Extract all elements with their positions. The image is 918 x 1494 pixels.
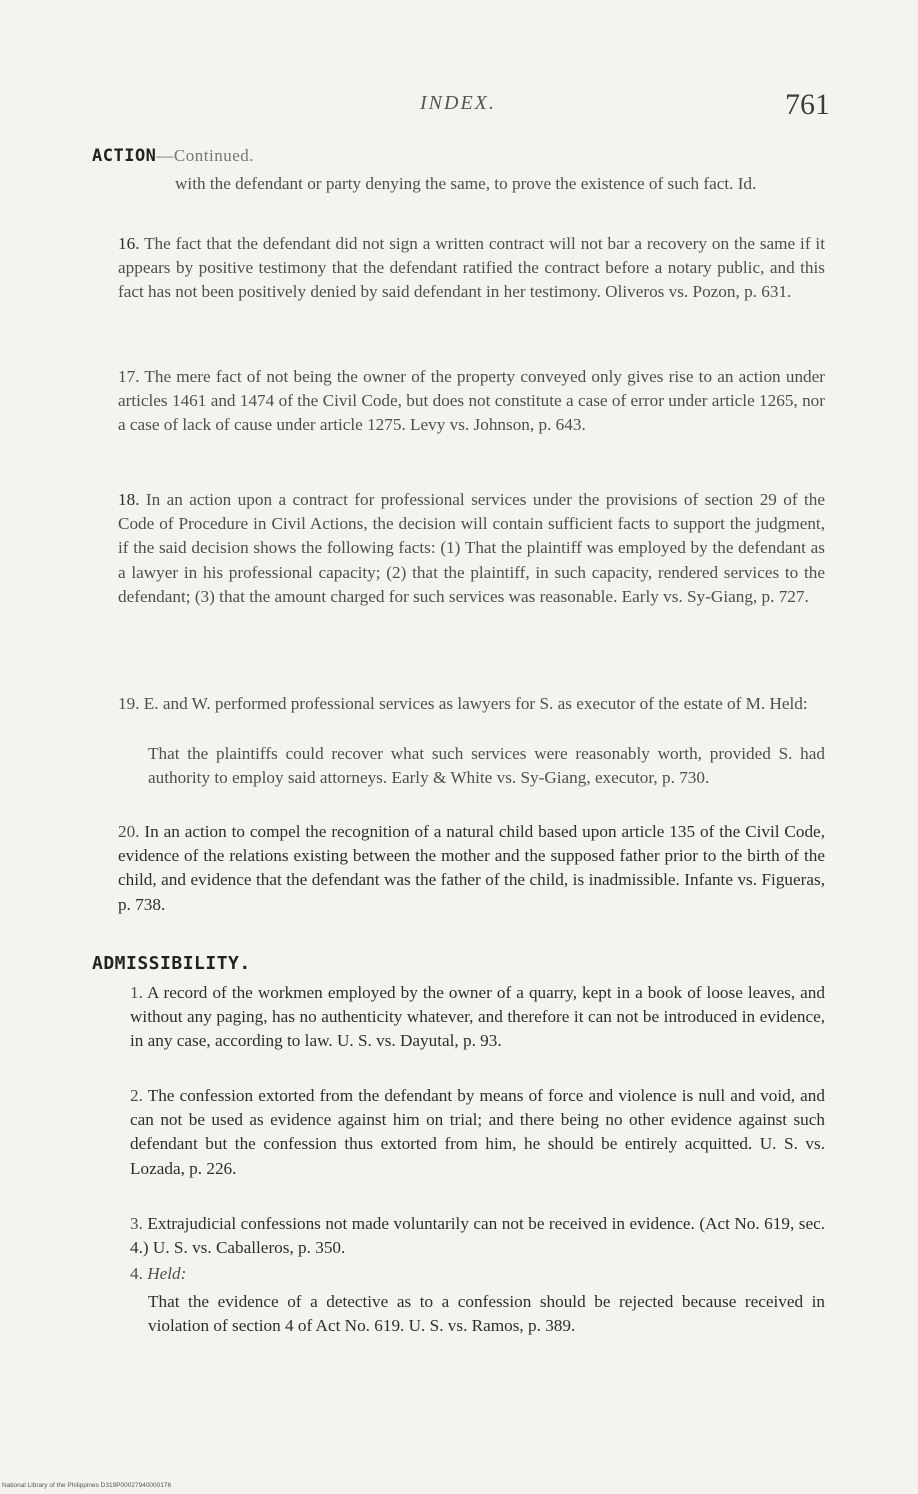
heading-text: ACTION bbox=[92, 146, 157, 166]
entry-text: The mere fact of not being the owner of the property conveyed only gives rise to an action under articles 1461 and 1474 of the Civil Code, but does not constitute a case of error under article 1265, nor a case of lack of cause under article 1275. Levy vs. Johnson, p. 643. bbox=[118, 367, 825, 435]
page-number: 761 bbox=[785, 88, 830, 121]
index-entry-20 bbox=[118, 820, 825, 917]
running-header: INDEX. bbox=[420, 92, 496, 114]
entry-number: 2. bbox=[130, 1086, 143, 1105]
entry-text: In an action upon a contract for professional services under the provisions of section 29 of the Code of Procedure in Civil Actions, the decision will contain sufficient facts to support the judgment, if the said decision shows the following facts: (1) That the plaintiff was employed by the defendant as a lawyer in his professional capacity; (2) that the plaintiff, in such capacity, rendered services to the defendant; (3) that the amount charged for such services was reasonable. Early vs. Sy-Giang, p. 727. bbox=[118, 490, 826, 606]
entry-number: 20. bbox=[118, 822, 140, 841]
entry-number: 1. bbox=[130, 983, 143, 1002]
entry-number: 16. bbox=[118, 234, 140, 253]
entry-text: Extrajudicial confessions not made voluntarily can not be received in evidence. (Act No. 619, sec. 4.) U. S. vs. Caballeros, p. 350. bbox=[130, 1214, 825, 1258]
entry-number: 19. bbox=[118, 694, 140, 713]
index-entry-19 bbox=[118, 692, 825, 716]
entry-text: The confession extorted from the defendant by means of force and violence is null and void, and can not be used as evidence against him on trial; and there being no other evidence against such defendant but the confession thus extorted from him, he should be entirely acquitted. U. S. vs. Lozada, p. 226. bbox=[130, 1086, 825, 1178]
entry-text: The fact that the defendant did not sign a written contract will not bar a recovery on the same if it appears by positive testimony that the defendant ratified the contract before a notary public, and this fact has not been positively denied by said defendant in her testimony. Oliveros vs. Pozon, p. 631. bbox=[118, 234, 825, 302]
entry-text: A record of the workmen employed by the owner of a quarry, kept in a book of loose leaves, and without any paging, has no authenticity whatever, and therefore it can not be introduced in evidence, in any case, according to law. U. S. vs. Dayutal, p. 93. bbox=[130, 983, 825, 1051]
entry-number: 3. bbox=[130, 1214, 143, 1233]
held-paragraph-19: That the plaintiffs could recover what such services were reasonably worth, provided S. had authority to employ said attorneys. Early & White vs. Sy-Giang, executor, p. 730. bbox=[148, 744, 825, 788]
held-paragraph-adm-4: That the evidence of a detective as to a confession should be rejected because received in violation of section 4 of Act No. 619. U. S. vs. Ramos, p. 389. bbox=[148, 1292, 825, 1336]
index-entry-16 bbox=[118, 232, 825, 305]
entry-number: 18. bbox=[118, 490, 140, 509]
continued-label: —Continued. bbox=[156, 146, 255, 165]
admissibility-entry-4 bbox=[130, 1262, 825, 1286]
index-entry-17 bbox=[118, 365, 825, 438]
admissibility-entry-1 bbox=[130, 981, 825, 1054]
scan-footer: National Library of the Philippines D319P00027940000176 bbox=[2, 1482, 172, 1489]
entry-text: In an action to compel the recognition of a natural child based upon article 135 of the Civil Code, evidence of the relations existing between the mother and the supposed father prior to the birth of the child, and evidence that the defendant was the father of the child, is inadmissible. Infante vs. Figueras, p. 738. bbox=[118, 822, 825, 914]
admissibility-entry-3 bbox=[130, 1212, 825, 1260]
continuation-paragraph: with the defendant or party denying the same, to prove the existence of such fact. Id. bbox=[175, 174, 757, 193]
admissibility-entry-2 bbox=[130, 1084, 825, 1181]
index-entry-18 bbox=[118, 488, 825, 609]
section-heading-admissibility: ADMISSIBILITY. bbox=[92, 953, 251, 974]
entry-number: 4. bbox=[130, 1264, 143, 1283]
section-heading-action bbox=[92, 146, 254, 166]
entry-number: 17. bbox=[118, 367, 140, 386]
entry-text: E. and W. performed professional services as lawyers for S. as executor of the estate of M. Held: bbox=[143, 694, 808, 713]
entry-text: Held: bbox=[147, 1264, 187, 1283]
